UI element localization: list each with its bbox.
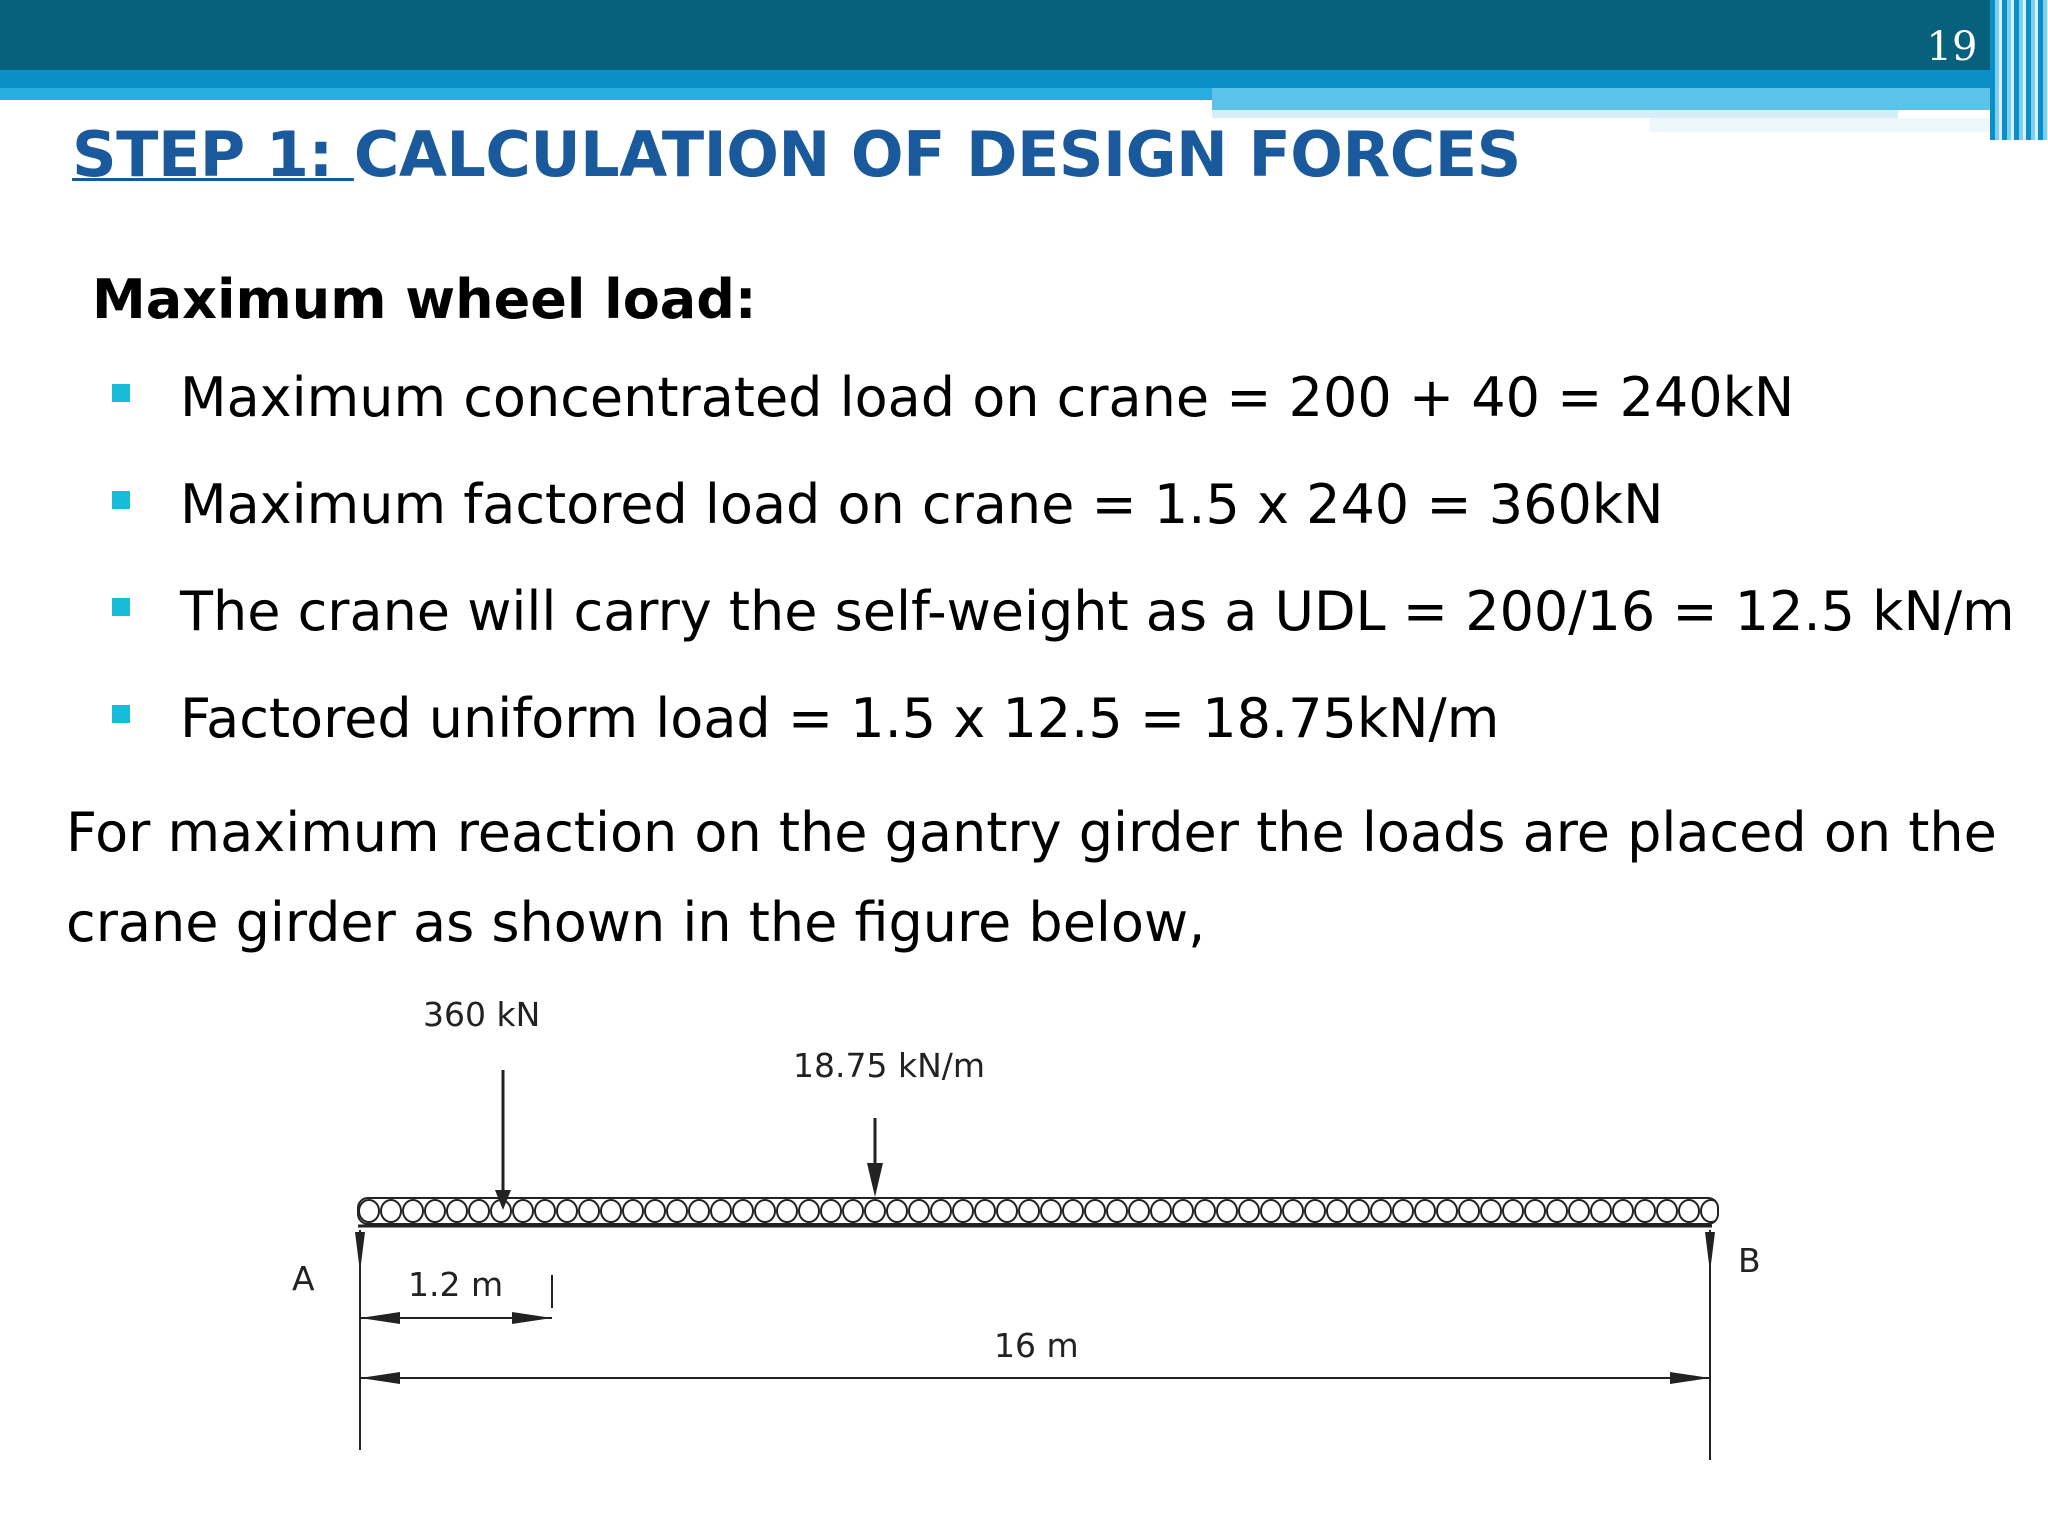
header-band-pale [1212, 110, 1898, 118]
square-bullet-icon [112, 384, 130, 402]
slide-title [72, 118, 1521, 191]
bullet-text: Factored uniform load = 1.5 x 12.5 = 18.75kN/m [180, 687, 1500, 750]
support-a-arrow [355, 1230, 365, 1450]
header-band-mid [0, 70, 1990, 88]
bullet-text: The crane will carry the self-weight as a UDL = 200/16 = 12.5 kN/m [180, 580, 2015, 643]
udl-arrow [867, 1118, 883, 1197]
support-b-arrow [1705, 1230, 1715, 1460]
span-dimension [360, 1372, 1710, 1384]
header-stripes [1990, 0, 2048, 140]
udl-coils [358, 1198, 1718, 1224]
slide-number: 19 [1926, 24, 1978, 70]
square-bullet-icon [112, 491, 130, 509]
bullet-text: Maximum factored load on crane = 1.5 x 240 = 360kN [180, 473, 1664, 536]
title-main: CALCULATION OF DESIGN FORCES [353, 118, 1521, 191]
udl-label: 18.75 kN/m [793, 1046, 986, 1085]
title-step: STEP 1: [72, 118, 354, 191]
support-b-label: B [1738, 1241, 1761, 1280]
bullet-text: Maximum concentrated load on crane = 200 + 40 = 240kN [180, 366, 1795, 429]
square-bullet-icon [112, 598, 130, 616]
header-band-pale-right [1650, 118, 1990, 132]
span-label: 16 m [994, 1326, 1079, 1365]
header-band-dark [0, 0, 1990, 70]
support-a-label: A [292, 1259, 315, 1298]
beam-diagram [260, 990, 1820, 1480]
offset-label: 1.2 m [408, 1265, 504, 1304]
header-band-light-right [1212, 88, 1990, 110]
point-load-label: 360 kN [423, 995, 541, 1034]
header-band-light [0, 88, 1212, 100]
body-paragraph: For maximum reaction on the gantry girder the loads are placed on the crane girder as shown in the figure below, [66, 801, 1997, 954]
point-load-arrow [495, 1070, 511, 1210]
section-heading: Maximum wheel load: [92, 268, 757, 331]
square-bullet-icon [112, 705, 130, 723]
